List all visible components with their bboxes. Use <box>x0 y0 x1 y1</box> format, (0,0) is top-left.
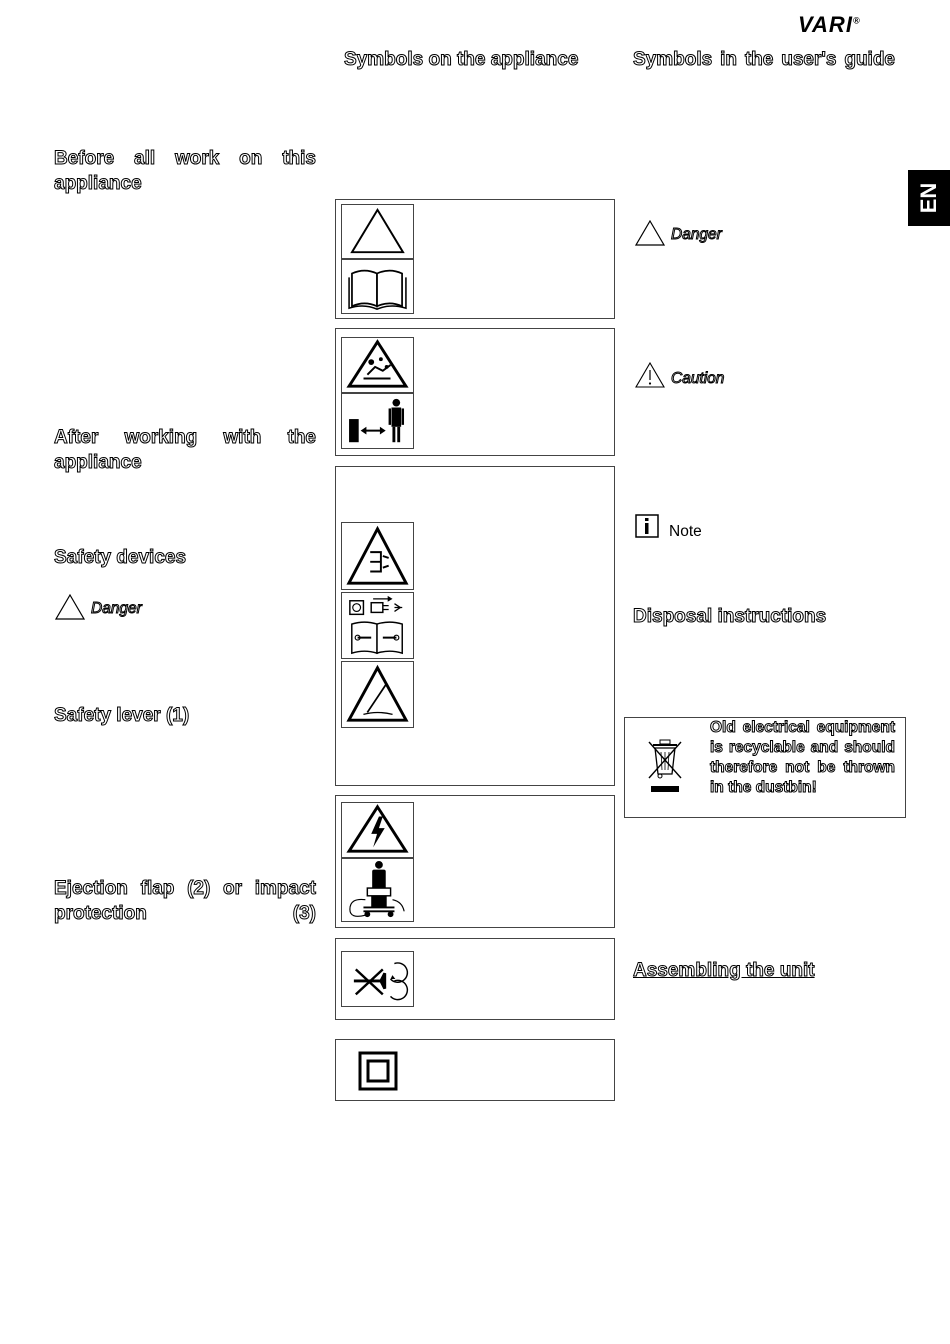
heading-assembling: Assembling the unit <box>633 960 815 981</box>
heading-before-work: Before all work on this appliance <box>54 148 316 194</box>
heading-disposal: Disposal instructions <box>633 606 827 627</box>
no-hands-rotating-icon <box>341 951 414 1007</box>
heading-safety-lever: Safety lever (1) <box>54 705 190 726</box>
language-tab-label: EN <box>916 182 941 214</box>
keep-cable-away-icon <box>341 858 414 922</box>
symbol-box-5 <box>335 938 615 1020</box>
brand-logo <box>798 12 861 38</box>
danger-label-left <box>55 594 205 620</box>
warning-triangle-icon <box>55 594 85 620</box>
danger-text-right: Danger <box>671 226 722 243</box>
double-insulation-icon <box>358 1051 398 1091</box>
symbol-box-2 <box>335 328 615 456</box>
caution-triangle-icon <box>635 362 665 388</box>
symbol-box-6 <box>335 1039 615 1101</box>
caution-text: Caution <box>671 370 725 387</box>
disposal-box <box>624 717 906 818</box>
warning-triangle-icon <box>341 204 414 259</box>
open-book-icon <box>341 259 414 314</box>
heading-safety-devices: Safety devices <box>54 547 187 568</box>
thrown-objects-warning-icon <box>341 337 414 393</box>
heading-symbols-guide: Symbols in the user's guide <box>633 49 895 70</box>
danger-label-right <box>635 220 785 246</box>
disposal-text: Old electrical equipment is recyclable and should therefore not be thrown in the dustbin! <box>710 719 895 796</box>
brand-registered-mark: ® <box>852 15 861 26</box>
keep-distance-icon <box>341 393 414 449</box>
cable-cut-warning-icon <box>341 661 414 728</box>
warning-triangle-icon <box>635 220 665 246</box>
brand-logo-text: VARI <box>798 12 853 37</box>
electric-shock-warning-icon <box>341 802 414 858</box>
symbol-box-4 <box>335 795 615 928</box>
rotating-parts-warning-icon <box>341 522 414 590</box>
symbol-box-3 <box>335 466 615 786</box>
danger-text-left: Danger <box>91 600 142 617</box>
language-tab <box>908 170 950 226</box>
note-text: Note <box>669 523 702 540</box>
unplug-before-maintenance-icon <box>341 592 414 659</box>
heading-ejection-flap: Ejection flap (2) or impact protection (3) <box>54 878 316 924</box>
symbol-box-1 <box>335 199 615 319</box>
heading-symbols-appliance: Symbols on the appliance <box>344 49 579 70</box>
crossed-bin-icon <box>645 738 685 796</box>
info-icon <box>635 514 659 538</box>
heading-after-work: After working with the appliance <box>54 427 316 473</box>
note-label <box>635 514 785 542</box>
caution-label <box>635 362 785 390</box>
